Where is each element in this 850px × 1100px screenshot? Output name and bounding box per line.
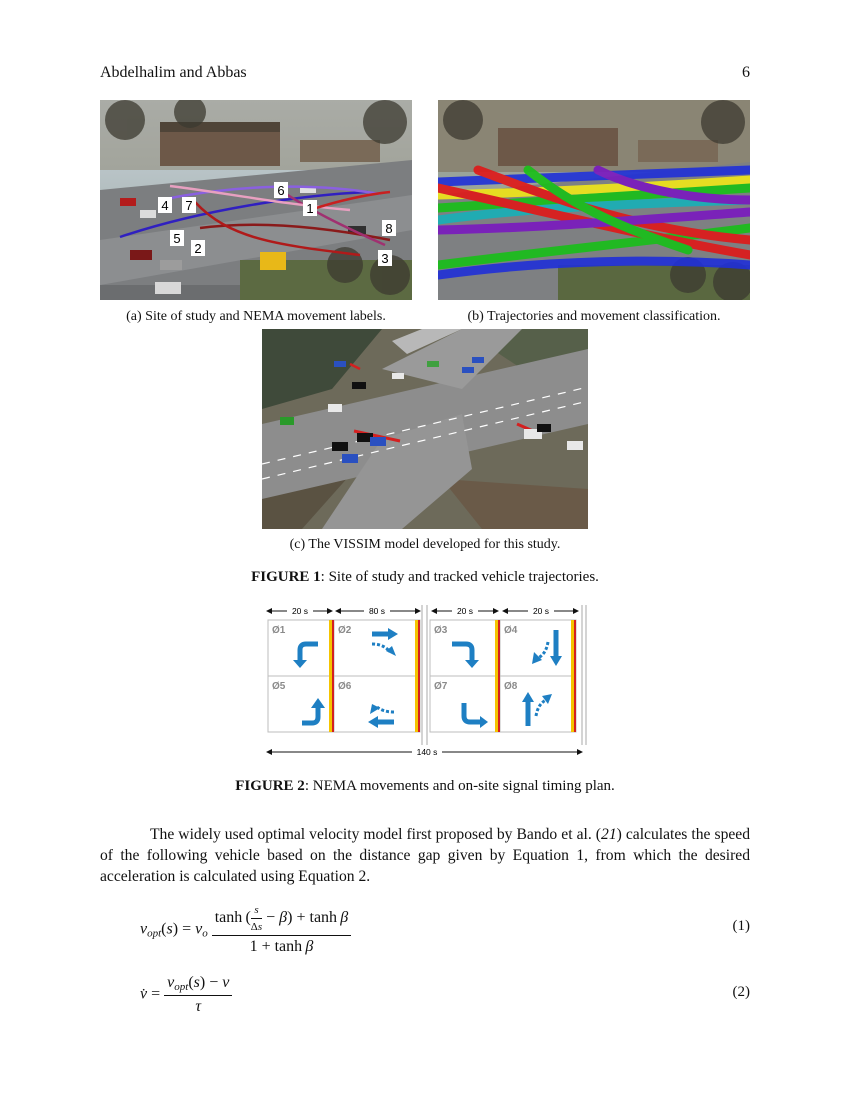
phase-label-7: Ø7 <box>434 681 448 692</box>
page-number: 6 <box>742 64 750 81</box>
svg-text:5: 5 <box>173 231 181 246</box>
phase-label-4: Ø4 <box>504 625 518 636</box>
svg-text:8: 8 <box>385 221 393 236</box>
paragraph-text-start: The widely used optimal velocity model first proposed by Bando et al. ( <box>150 826 602 843</box>
movement-label-2 <box>191 240 205 256</box>
movement-label-6 <box>274 182 288 198</box>
timing-label-phase4: 20 s <box>532 606 550 616</box>
phase-label-6: Ø6 <box>338 681 352 692</box>
figure2-caption <box>100 778 750 795</box>
equation-1-number: (1) <box>732 918 750 934</box>
paragraph-text-end: ) calculates the speed of the following vehicle based on the distance gap given by Equation 1, from which the desired acceleration is calculated using Equation 2. <box>100 826 750 885</box>
timing-label-phase1: 20 s <box>291 606 309 616</box>
svg-text:2: 2 <box>194 241 202 256</box>
svg-text:7: 7 <box>185 198 193 213</box>
equation-1-body: $v_{opt}(s) = v_o$ tanh ( $\frac{s}{\Delta s}$ − β) + tanh β 1 + tanh β <box>140 904 351 956</box>
body-paragraph <box>100 824 750 887</box>
movement-label-4 <box>158 197 172 213</box>
figure1c-vissim-model <box>262 329 588 529</box>
figure1a-site-photo <box>100 100 412 300</box>
phase-label-1: Ø1 <box>272 625 286 636</box>
figure1a-subcaption: (a) Site of study and NEMA movement labels. <box>126 309 386 324</box>
movement-label-7 <box>182 197 196 213</box>
svg-text:1: 1 <box>306 201 314 216</box>
phase-label-5: Ø5 <box>272 681 286 692</box>
figure2-caption-label: FIGURE 2 <box>235 778 305 794</box>
svg-text:6: 6 <box>277 183 285 198</box>
cycle-length-label: 140 s <box>416 747 438 757</box>
figure1b-trajectories-photo <box>438 100 750 300</box>
phase-label-8: Ø8 <box>504 681 518 692</box>
figure1c-subcaption: (c) The VISSIM model developed for this study. <box>289 537 561 552</box>
figure2-nema-diagram <box>260 600 590 762</box>
figure1-caption-label: FIGURE 1 <box>251 569 321 585</box>
timing-label-phase2: 80 s <box>368 606 386 616</box>
svg-text:4: 4 <box>161 198 169 213</box>
movement-label-8 <box>382 220 396 236</box>
figure1-caption <box>100 569 750 586</box>
equation-2-number: (2) <box>732 984 750 1000</box>
movement-label-1 <box>303 200 317 216</box>
phase-label-2: Ø2 <box>338 625 352 636</box>
figure1-caption-text: : Site of study and tracked vehicle trajectories. <box>320 569 599 585</box>
figure1b-subcaption: (b) Trajectories and movement classification. <box>467 309 721 324</box>
running-header-authors: Abdelhalim and Abbas <box>100 64 247 81</box>
citation-reference: 21 <box>601 826 617 843</box>
movement-label-3 <box>378 250 392 266</box>
phase-label-3: Ø3 <box>434 625 448 636</box>
equation-1 <box>100 900 750 955</box>
timing-label-phase3: 20 s <box>456 606 474 616</box>
svg-text:3: 3 <box>381 251 389 266</box>
movement-label-5 <box>170 230 184 246</box>
equation-2 <box>100 970 750 1020</box>
equation-2-body: v̇ = $\frac{v_{opt}(s) - v}{\tau}$ <box>140 974 232 1016</box>
figure2-caption-text: : NEMA movements and on-site signal timing plan. <box>304 778 615 794</box>
